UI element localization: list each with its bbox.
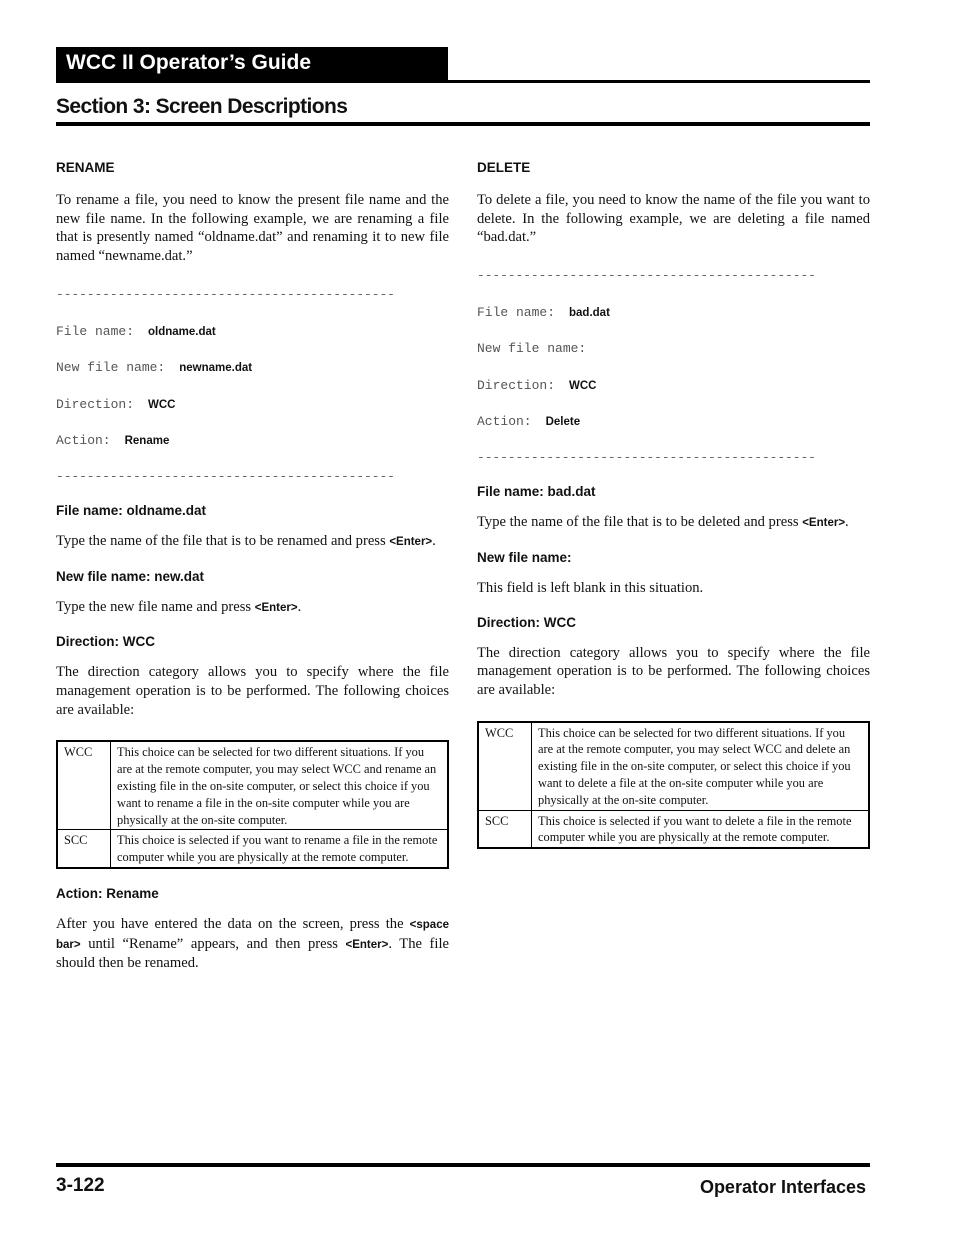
enter-key: <Enter> <box>802 517 846 530</box>
screen-action-field <box>477 414 870 430</box>
field-label: Action: <box>56 432 111 448</box>
direction-text: The direction category allows you to specify where the file management operation is to be performed. The following choices are available: <box>56 664 449 718</box>
new-file-name-text: Type the new file name and press <Enter>. <box>56 598 302 615</box>
direction-choices-table <box>477 721 870 850</box>
field-value: bad.dat <box>569 307 610 320</box>
choice-description: This choice can be selected for two different situations. If you are at the remote computer, you may select WCC and delete an existing file in the on-site computer, or select this choice if you want to delete a file at the on-site computer while you are physically at the on-site computer. <box>532 722 870 810</box>
choice-description: This choice is selected if you want to delete a file in the remote computer while you are physically at the remote computer. <box>532 810 870 848</box>
field-label: Action: <box>477 414 532 430</box>
screen-dash-line: -------------------------------------------- <box>477 268 816 284</box>
space-bar-key: <space bar> <box>56 918 449 951</box>
screen-dash-line: -------------------------------------------- <box>56 286 395 302</box>
text: . The file should then be renamed. <box>56 935 449 972</box>
text: Type the name of the file that is to be deleted and press <box>477 514 803 531</box>
text: After you have entered the data on the screen, press the <box>56 915 410 932</box>
screen-new-file-name-field <box>56 360 449 376</box>
field-value: WCC <box>148 398 176 411</box>
direction-heading: Direction: WCC <box>477 614 576 630</box>
table-row <box>57 741 448 829</box>
enter-key: <Enter> <box>254 601 298 614</box>
screen-action-field <box>56 433 449 449</box>
rename-heading: RENAME <box>56 160 115 175</box>
header-rule <box>56 80 870 83</box>
screen-dash-line: -------------------------------------------- <box>477 450 816 466</box>
enter-key: <Enter> <box>345 938 389 951</box>
table-row <box>478 810 869 848</box>
choice-code: SCC <box>478 810 532 848</box>
footer-rule <box>56 1163 870 1167</box>
page-number: 3-122 <box>56 1175 105 1196</box>
rename-intro: To rename a file, you need to know the present file name and the new file name. In the following example, we are renaming a file that is presently named “oldname.dat” and renaming it to new file named “newname.dat.” <box>56 192 449 265</box>
file-name-text: Type the name of the file that is to be renamed and press <Enter>. <box>56 532 436 549</box>
field-label: New file name: <box>477 341 587 357</box>
new-file-name-heading: New file name: <box>477 549 572 565</box>
delete-heading: DELETE <box>477 160 531 175</box>
text: Type the new file name and press <box>56 598 255 615</box>
delete-column <box>477 159 870 849</box>
file-name-text: Type the name of the file that is to be deleted and press <Enter>. <box>477 514 849 531</box>
screen-direction-field <box>56 397 449 413</box>
new-file-name-heading: New file name: new.dat <box>56 568 205 584</box>
text: Type the name of the file that is to be renamed and press <box>56 532 390 549</box>
field-value: Delete <box>545 416 581 429</box>
choice-code: WCC <box>478 722 532 810</box>
text: until “Rename” appears, and then press <box>80 935 346 952</box>
direction-heading: Direction: WCC <box>56 634 155 650</box>
screen-file-name-field <box>56 324 449 340</box>
chapter-title: Operator Interfaces <box>699 1177 866 1197</box>
field-label: New file name: <box>56 359 166 375</box>
field-label: File name: <box>56 323 135 339</box>
action-heading: Action: Rename <box>56 885 159 901</box>
field-label: Direction: <box>477 378 556 394</box>
direction-choices-table <box>56 740 449 869</box>
rename-column <box>56 159 449 973</box>
choice-code: WCC <box>57 741 111 829</box>
direction-text: The direction category allows you to specify where the file management operation is to be performed. The following choices are available: <box>477 644 870 698</box>
choice-code: SCC <box>57 830 111 868</box>
choice-description: This choice is selected if you want to rename a file in the remote computer while you are physically at the remote computer. <box>111 830 449 868</box>
guide-title: WCC II Operator’s Guide <box>66 51 312 74</box>
field-label: File name: <box>477 305 556 321</box>
delete-intro: To delete a file, you need to know the name of the file you want to delete. In the following example, we are deleting a file named “bad.dat.” <box>477 192 870 246</box>
field-value: Rename <box>124 434 170 447</box>
choice-description: This choice can be selected for two different situations. If you are at the remote computer, you may select WCC and rename an existing file in the on-site computer, or select this choice if you want to rename a file in the on-site computer while you are physically at the on-site computer. <box>111 741 449 829</box>
action-text <box>56 915 449 973</box>
screen-new-file-name-field <box>477 341 870 357</box>
new-file-name-text: This field is left blank in this situation. <box>477 579 704 596</box>
screen-direction-field <box>477 378 870 394</box>
field-label: Direction: <box>56 396 135 412</box>
section-title: Section 3: Screen Descriptions <box>56 95 348 118</box>
table-row <box>478 722 869 810</box>
field-value: WCC <box>569 380 597 393</box>
section-rule <box>56 122 870 126</box>
file-name-heading: File name: oldname.dat <box>56 502 207 518</box>
enter-key: <Enter> <box>389 535 433 548</box>
field-value: oldname.dat <box>148 325 216 338</box>
screen-file-name-field <box>477 305 870 321</box>
field-value: newname.dat <box>179 361 253 374</box>
screen-dash-line: -------------------------------------------- <box>56 468 395 484</box>
file-name-heading: File name: bad.dat <box>477 484 596 500</box>
table-row <box>57 830 448 868</box>
